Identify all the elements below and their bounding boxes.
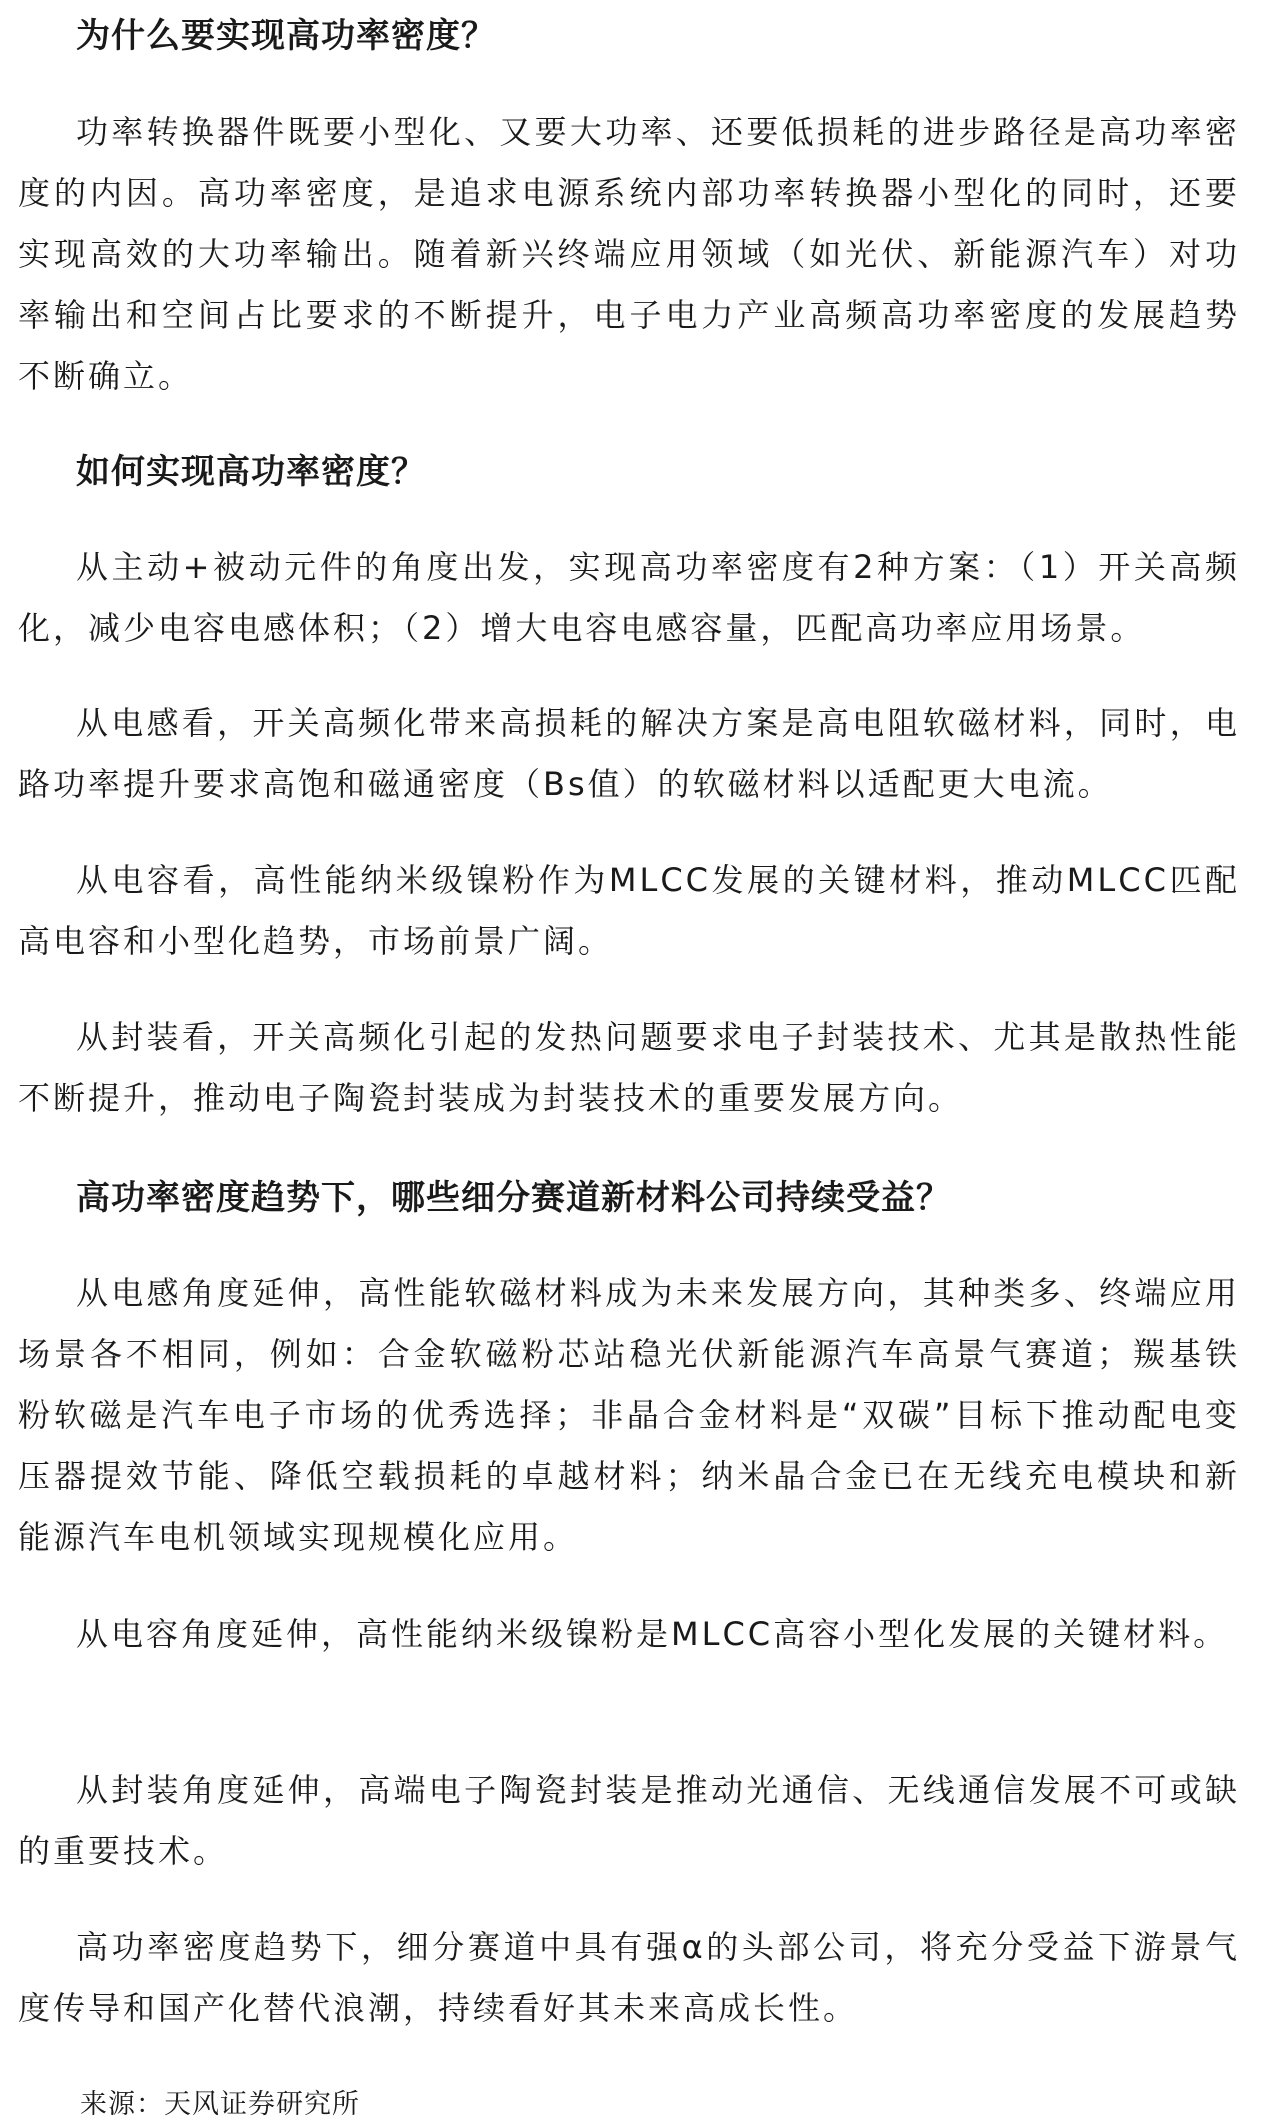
section-heading-how: 如何实现高功率密度？	[76, 452, 426, 492]
section-heading-beneficiaries: 高功率密度趋势下，哪些细分赛道新材料公司持续受益？	[76, 1178, 951, 1218]
paragraph-capacitor: 从电容看，高性能纳米级镍粉作为MLCC发展的关键材料，推动MLCC匹配高电容和小型化趋势，市场前景广阔。	[18, 861, 1240, 960]
section-heading-why: 为什么要实现高功率密度？	[76, 16, 496, 56]
paragraph-inductor: 从电感看，开关高频化带来高损耗的解决方案是高电阻软磁材料，同时，电路功率提升要求高饱和磁通密度（Bs值）的软磁材料以适配更大电流。	[18, 704, 1240, 803]
paragraph-inductor-extension: 从电感角度延伸，高性能软磁材料成为未来发展方向，其种类多、终端应用场景各不相同，例如：合金软磁粉芯站稳光伏新能源汽车高景气赛道；羰基铁粉软磁是汽车电子市场的优秀选择；非晶合金材料是“双碳”目标下推动配电变压器提效节能、降低空载损耗的卓越材料；纳米晶合金已在无线充电模块和新能源汽车电机领域实现规模化应用。	[18, 1274, 1240, 1556]
paragraph-approach: 从主动+被动元件的角度出发，实现高功率密度有2种方案：（1）开关高频化，减少电容电感体积；（2）增大电容电感容量，匹配高功率应用场景。	[18, 548, 1240, 647]
source-note: 来源：天风证券研究所	[80, 2089, 360, 2120]
paragraph-packaging: 从封装看，开关高频化引起的发热问题要求电子封装技术、尤其是散热性能不断提升，推动电子陶瓷封装成为封装技术的重要发展方向。	[18, 1018, 1240, 1117]
paragraph-conclusion: 高功率密度趋势下，细分赛道中具有强α的头部公司，将充分受益下游景气度传导和国产化替代浪潮，持续看好其未来高成长性。	[18, 1928, 1240, 2027]
paragraph-capacitor-extension: 从电容角度延伸，高性能纳米级镍粉是MLCC高容小型化发展的关键材料。	[76, 1615, 1229, 1653]
paragraph-packaging-extension: 从封装角度延伸，高端电子陶瓷封装是推动光通信、无线通信发展不可或缺的重要技术。	[18, 1771, 1240, 1870]
paragraph-why: 功率转换器件既要小型化、又要大功率、还要低损耗的进步路径是高功率密度的内因。高功率密度，是追求电源系统内部功率转换器小型化的同时，还要实现高效的大功率输出。随着新兴终端应用领域（如光伏、新能源汽车）对功率输出和空间占比要求的不断提升，电子电力产业高频高功率密度的发展趋势不断确立。	[18, 113, 1240, 395]
